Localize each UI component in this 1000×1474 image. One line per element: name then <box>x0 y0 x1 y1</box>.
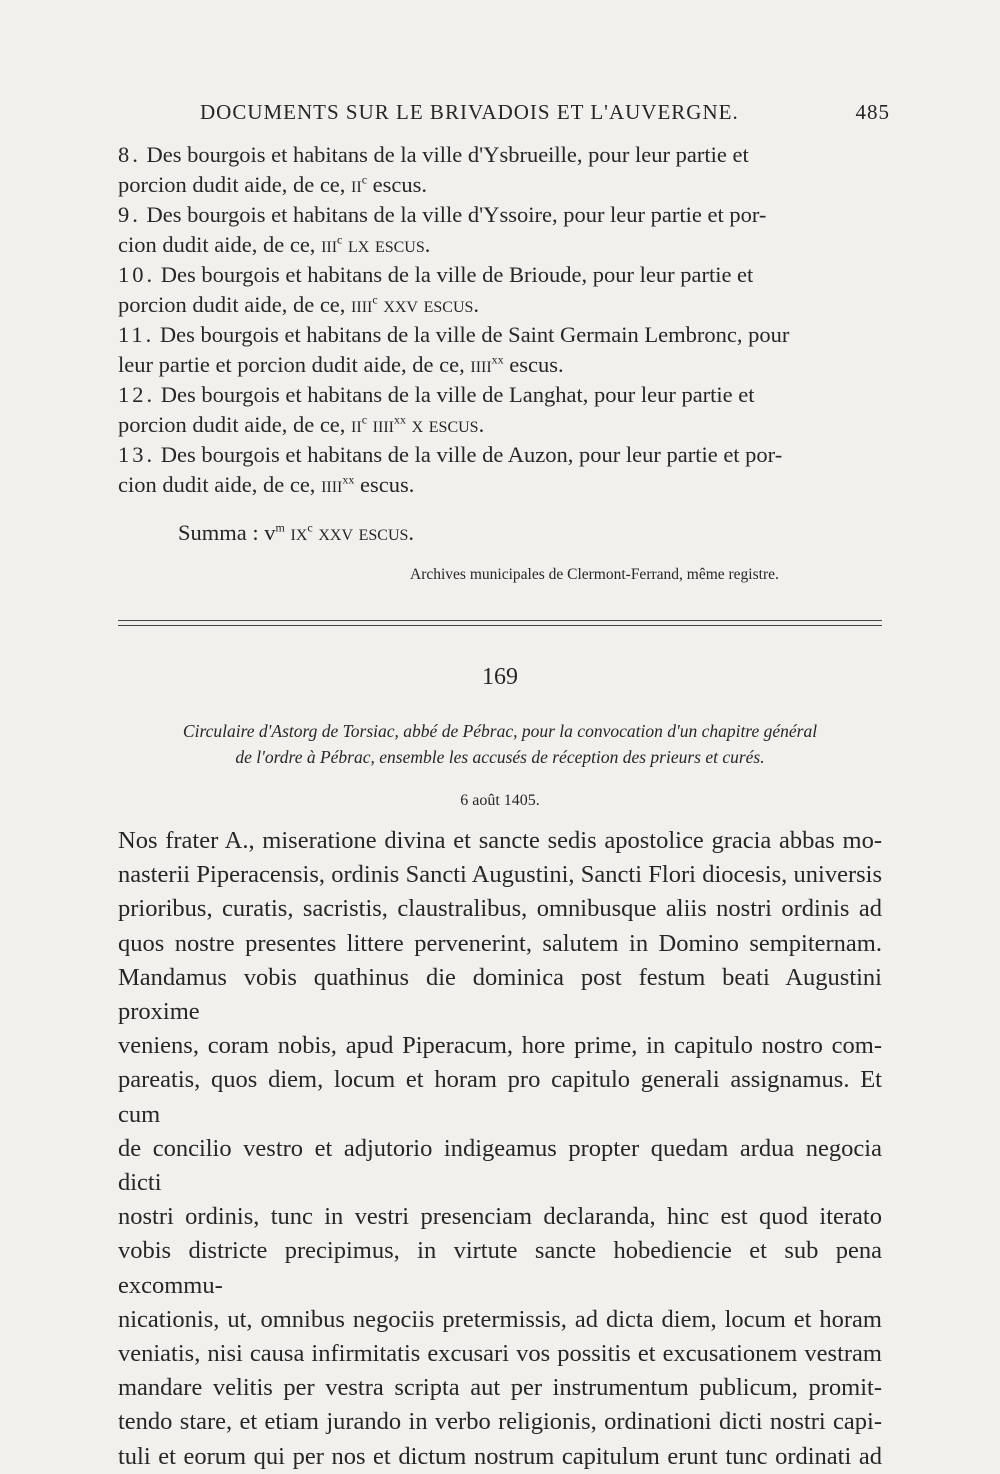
body-line: nasterii Piperacensis, ordinis Sancti Augustini, Sancti Flori diocesis, universis <box>118 861 882 889</box>
list-item: 12. Des bourgois et habitans de la ville de Langhat, pour leur partie et porcion dudit aide, de ce, $ii^c$ iiii$^{xx}$ x escus. <box>118 382 755 437</box>
list-item: 10. Des bourgois et habitans de la ville de Brioude, pour leur partie et porcion dudit aide, de ce, iiii$^c$ xxv escus. <box>118 262 754 317</box>
accounts-list <box>118 140 882 500</box>
archives-source: Archives municipales de Clermont-Ferrand, même registre. <box>410 566 779 583</box>
body-line: prioribus, curatis, sacristis, claustralibus, omnibusque aliis nostri ordinis ad <box>118 895 882 923</box>
body-line: nicationis, ut, omnibus negociis pretermissis, ad dicta diem, locum et horam <box>118 1305 882 1333</box>
body-line: quos nostre presentes littere pervenerint, salutem in Domino sempiternam. <box>118 929 882 957</box>
body-line: de concilio vestro et adjutorio indigeamus propter quedam ardua negocia dicti <box>118 1134 882 1197</box>
body-line: tuli et eorum qui per nos et dictum nostrum capitulum erunt tunc ordinati ad <box>118 1442 882 1470</box>
section-divider-thin <box>118 625 882 626</box>
body-line: tendo stare, et etiam jurando in verbo religionis, ordinationi dicti nostri capi- <box>118 1408 882 1436</box>
running-title: DOCUMENTS SUR LE BRIVADOIS ET L'AUVERGNE. <box>200 100 739 124</box>
section-divider <box>118 620 882 621</box>
document-date: 6 août 1405. <box>460 792 540 809</box>
list-item: 9. Des bourgois et habitans de la ville d'Yssoire, pour leur partie et por- cion dudit aide, de ce, iii$^c$ lx escus. <box>118 202 767 257</box>
body-line: veniatis, nisi causa infirmitatis excusari vos possitis et excusationem vestram <box>118 1340 882 1368</box>
body-line: veniens, coram nobis, apud Piperacum, hore prime, in capitulo nostro com- <box>118 1032 882 1060</box>
list-item: 11. Des bourgois et habitans de la ville de Saint Germain Lembronc, pour leur partie et porcion dudit aide, de ce, iiii$^{xx}$ escus. <box>118 322 790 377</box>
document-rubric <box>118 718 882 770</box>
rubric-line: de l'ordre à Pébrac, ensemble les accusés de réception des prieurs et curés. <box>235 747 765 767</box>
body-line: nostri ordinis, tunc in vestri presenciam declaranda, hinc est quod iterato <box>118 1203 882 1231</box>
body-line: Nos frater A., miseratione divina et sancte sedis apostolice gracia abbas mo- <box>118 827 882 854</box>
summa-line: Summa : $v^m$ $ix^c$ xxv escus. <box>178 520 415 545</box>
rubric-line: Circulaire d'Astorg de Torsiac, abbé de Pébrac, pour la convocation d'un chapitre général <box>182 721 818 741</box>
page-number: 485 <box>855 100 890 124</box>
body-line: mandare velitis per vestra scripta aut per instrumentum publicum, promit- <box>118 1374 882 1402</box>
body-line: Mandamus vobis quathinus die dominica post festum beati Augustini proxime <box>118 963 882 1026</box>
body-line: vobis districte precipimus, in virtute sancte hobediencie et sub pena excommu- <box>118 1237 882 1299</box>
document-body <box>118 824 882 1474</box>
list-item: 8. Des bourgois et habitans de la ville d'Ysbrueille, pour leur partie et porcion dudit aide, de ce, $ii^c$ escus. <box>118 142 749 197</box>
body-line: pareatis, quos diem, locum et horam pro capitulo generali assignamus. Et cum <box>118 1066 882 1128</box>
list-item: 13. Des bourgois et habitans de la ville de Auzon, pour leur partie et por- cion dudit aide, de ce, iiii$^{xx}$ escus. <box>118 442 783 497</box>
document-number: 169 <box>482 664 518 690</box>
